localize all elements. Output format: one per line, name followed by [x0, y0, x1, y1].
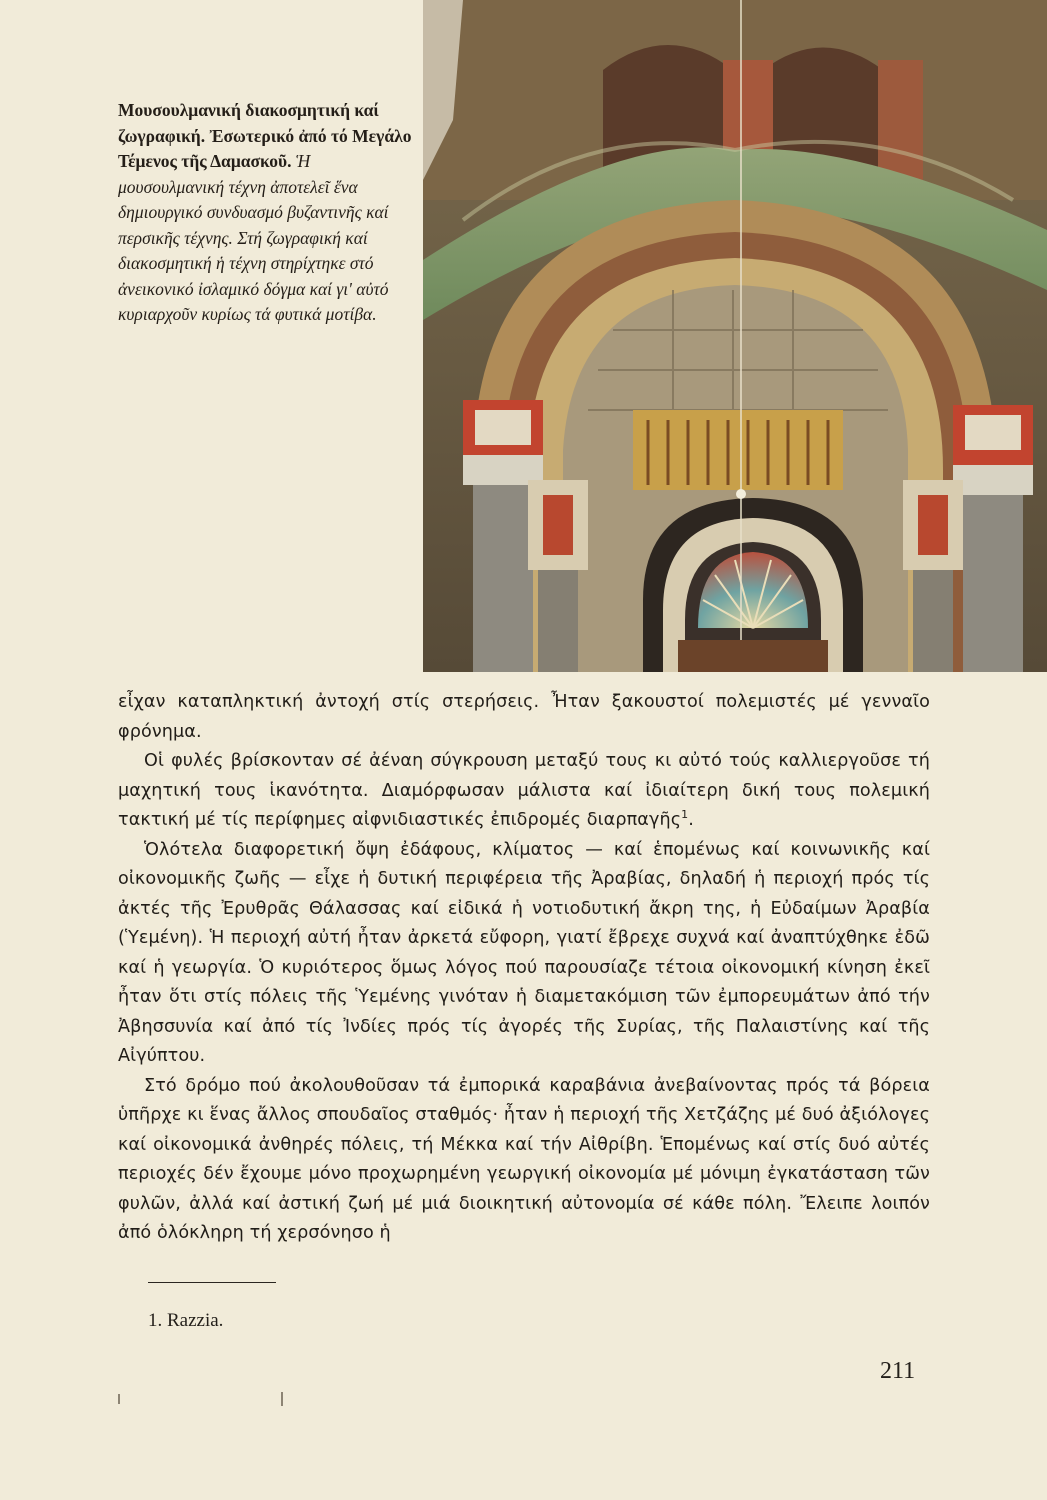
paragraph: Οἱ φυλές βρίσκονταν σέ ἀέναη σύγκρουση μεταξύ τους κι αὐτό τούς καλλιεργοῦσε τή μαχητική τους ἱκανότητα. Διαμόρφωσαν μάλιστα καί ἰδιαίτερη δική τους πολεμική τακτική μέ τίς περίφημες αἰφνιδιαστικές ἐπιδρομές διαρπαγῆς$^1$. [118, 751, 930, 830]
footnote-marker[interactable]: 1 [681, 808, 689, 822]
page-number: 211 [880, 1358, 916, 1384]
photo-caption [118, 98, 420, 328]
scan-mark [118, 1394, 120, 1404]
caption-title: Μουσουλμανική διακοσμητική καί ζωγραφική. Ἐσωτερικό ἀπό τό Μεγάλο Τέμενος τῆς Δαμασκοῦ. [118, 100, 412, 171]
main-text [118, 688, 930, 1249]
paragraph-text: Οἱ φυλές βρίσκονταν σέ ἀέναη σύγκρουση μεταξύ τους κι αὐτό τούς καλλιεργοῦσε τή μαχητική τους ἱκανότητα. Διαμόρφωσαν μάλιστα καί ἰδιαίτερη δική τους πολεμική τακτική μέ τίς περίφημες αἰφνιδιαστικές ἐπιδρομές διαρπαγῆς [118, 751, 930, 830]
mosque-interior-image [423, 0, 1047, 672]
paragraph: Ὁλότελα διαφορετική ὄψη ἐδάφους, κλίματος — καί ἑπομένως καί κοινωνικῆς καί οἰκονομικῆς ζωῆς — εἶχε ἡ δυτική περιφέρεια τῆς Ἀραβίας, δηλαδή ἡ περιοχή πρός τίς ἀκτές τῆς Ἐρυθρᾶς Θάλασσας καί εἰδικά ἡ νοτιοδυτική ἄκρη της, ἡ Εὐδαίμων Ἀραβία (Ὑεμένη). Ἡ περιοχή αὐτή ἦταν ἀρκετά εὔφορη, γιατί ἔβρεχε συχνά καί ἀναπτύχθηκε ἐδῶ καί ἡ γεωργία. Ὁ κυριότερος ὅμως λόγος πού παρουσίαζε τέτοια οἰκονομική κίνηση ἐκεῖ ἦταν ὅτι στίς πόλεις τῆς Ὑεμένης γινόταν ἡ διαμετακόμιση τῶν ἐμπορευμάτων ἀπό τήν Ἀβησσυνία καί ἀπό τίς Ἰνδίες πρός τίς ἀγορές τῆς Συρίας, τῆς Παλαιστίνης καί τῆς Αἰγύπτου. [118, 839, 930, 1066]
footnote: 1. Razzia. [148, 1310, 224, 1331]
footnote-divider [148, 1282, 276, 1283]
mosque-interior-arches-image [423, 0, 1047, 672]
paragraph: Στό δρόμο πού ἀκολουθοῦσαν τά ἐμπορικά καραβάνια ἀνεβαίνοντας πρός τά βόρεια ὑπῆρχε κι ἕνας ἄλλος σπουδαῖος σταθμός· ἦταν ἡ περιοχή τῆς Χετζάζης μέ δυό ἀξιόλογες καί οἰκονομικά ἀνθηρές πόλεις, τή Μέκκα καί τήν Αἰθρίβη. Ἑπομένως καί στίς δυό αὐτές περιοχές δέν ἔχουμε μόνο προχωρημένη γεωργική οἰκονομία μέ μόνιμη ἐγκατάσταση τῶν φυλῶν, ἀλλά καί ἀστική ζωή μέ μιά διοικητική αὐτονομία σέ κάθε πόλη. Ἔλειπε λοιπόν ἀπό ὁλόκληρη τή χερσόνησο ἡ [118, 1075, 930, 1243]
caption-text: Ἡ μουσουλμανική τέχνη ἀποτελεῖ ἕνα δημιουργικό συνδυασμό βυζαντινῆς καί περσικῆς τέχνης. Στή ζωγραφική καί διακοσμητική ἡ τέχνη στηρίχτηκε στό ἀνεικονικό ἰσλαμικό δόγμα καί γι' αὐτό κυριαρχοῦν κυρίως τά φυτικά μοτίβα. [118, 151, 389, 324]
scan-mark [281, 1392, 283, 1406]
paragraph: εἶχαν καταπληκτική ἀντοχή στίς στερήσεις. Ἦταν ξακουστοί πολεμιστές μέ γενναῖο φρόνημα. [118, 692, 930, 742]
